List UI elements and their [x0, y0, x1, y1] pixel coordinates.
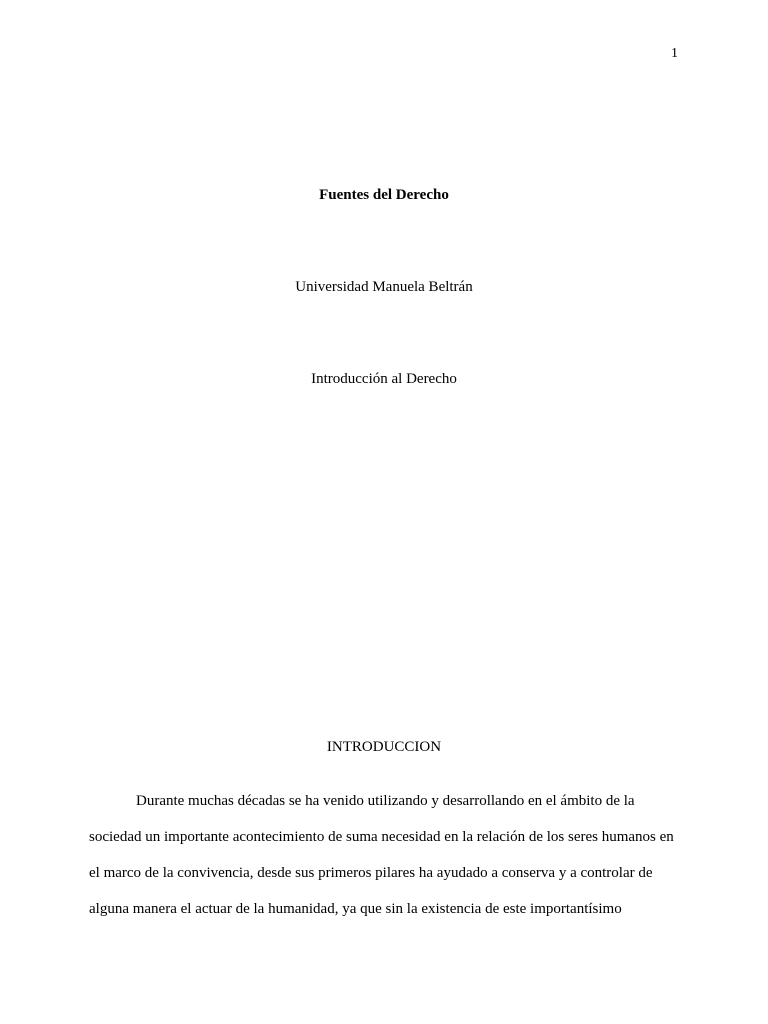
section-heading: INTRODUCCION — [326, 739, 442, 755]
body-line: sociedad un importante acontecimiento de suma necesidad en la relación de los seres humanos en — [89, 829, 674, 845]
course-name: Introducción al Derecho — [311, 371, 457, 387]
body-paragraph — [89, 783, 681, 927]
document-title: Fuentes del Derecho — [319, 187, 449, 203]
body-line: alguna manera el actuar de la humanidad, ya que sin la existencia de este importantísimo — [89, 901, 622, 917]
page-number: 1 — [671, 46, 678, 61]
body-line: Durante muchas décadas se ha venido utilizando y desarrollando en el ámbito de la — [136, 793, 635, 809]
body-line: el marco de la convivencia, desde sus primeros pilares ha ayudado a conserva y a controlar de — [89, 865, 653, 881]
university-name: Universidad Manuela Beltrán — [295, 279, 473, 295]
